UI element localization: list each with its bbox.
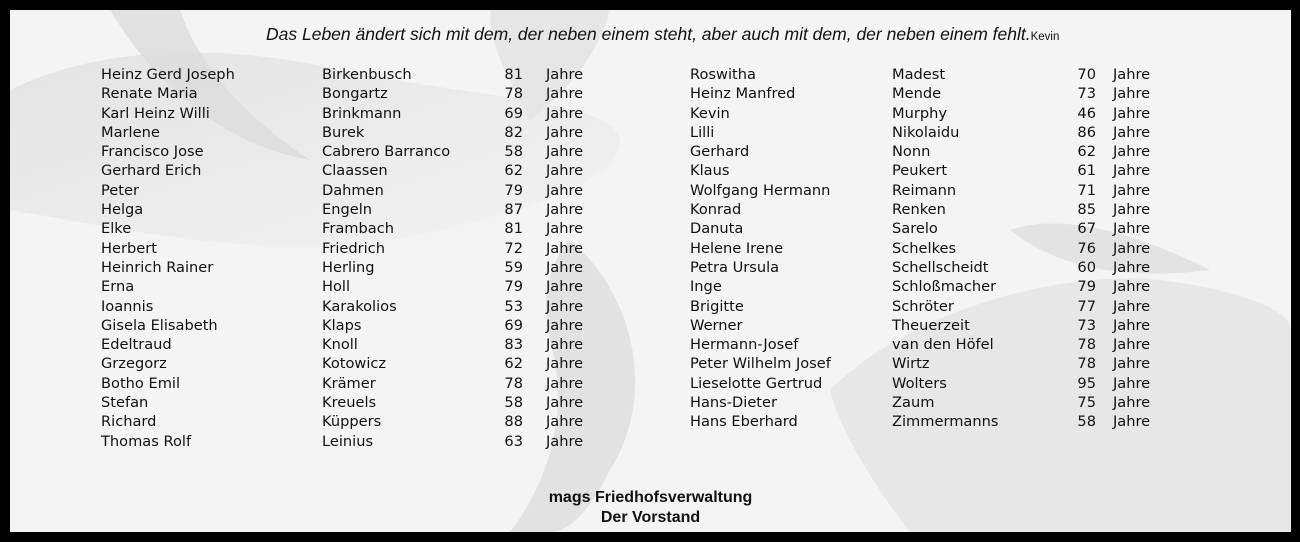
age-unit: Jahre [546,297,584,315]
last-name: Karakolios [322,297,397,315]
age-unit: Jahre [546,316,584,334]
last-name: Kreuels [322,394,377,412]
last-name: Wirtz [892,355,930,373]
first-name: Hans-Dieter [690,394,778,412]
age-value: 95 [1077,374,1096,392]
first-name: Heinz Manfred [690,85,796,103]
age-value: 59 [504,258,523,276]
age-unit: Jahre [546,85,584,103]
first-name: Stefan [101,394,149,412]
age-unit: Jahre [1113,336,1151,354]
age-value: 85 [1077,201,1096,219]
age-value: 58 [504,143,523,161]
age-value: 88 [504,413,523,431]
age-unit: Jahre [1113,66,1151,83]
last-name: Klaps [322,316,362,334]
last-name: Krämer [322,374,376,392]
age-value: 62 [1077,143,1096,161]
last-name: Kotowicz [322,355,387,373]
age-value: 77 [1077,297,1096,315]
age-unit: Jahre [546,374,584,392]
first-name: Elke [101,220,132,238]
last-name: Holl [322,278,351,296]
first-name: Francisco Jose [101,143,204,161]
last-name: Wolters [892,374,947,392]
signature-board: Der Vorstand [600,509,701,526]
age-unit: Jahre [1113,258,1151,276]
last-name: Küppers [322,413,382,431]
last-name: Dahmen [322,181,384,199]
age-unit: Jahre [546,413,584,431]
memorial-quote [266,24,1059,45]
age-unit: Jahre [1113,85,1151,103]
age-unit: Jahre [546,355,584,373]
last-name: Birkenbusch [322,66,412,83]
first-name: Brigitte [690,297,744,315]
age-value: 76 [1077,239,1096,257]
first-name: Ioannis [101,297,154,315]
last-name: Zaum [892,394,935,412]
age-value: 82 [504,123,523,141]
first-name: Herbert [101,239,157,257]
age-value: 67 [1077,220,1096,238]
last-name: Mende [892,85,942,103]
last-name: Zimmermanns [892,413,999,431]
age-unit: Jahre [546,143,584,161]
last-name: Peukert [892,162,948,180]
first-name: Peter [101,181,139,199]
last-name: Burek [322,123,365,141]
first-name: Thomas Rolf [101,432,192,450]
first-name: Helga [101,201,144,219]
first-name: Peter Wilhelm Josef [690,355,831,373]
age-value: 78 [504,85,523,103]
age-unit: Jahre [546,104,584,122]
age-unit: Jahre [546,239,584,257]
age-value: 60 [1077,258,1096,276]
first-name: Renate Maria [101,85,198,103]
age-value: 78 [1077,355,1096,373]
first-name: Danuta [690,220,744,238]
age-unit: Jahre [1113,181,1151,199]
age-value: 73 [1077,85,1096,103]
age-unit: Jahre [1113,278,1151,296]
age-value: 62 [504,355,523,373]
age-unit: Jahre [546,336,584,354]
first-name: Hermann-Josef [690,336,799,354]
last-name: Murphy [892,104,947,122]
age-unit: Jahre [546,181,584,199]
last-name: Claassen [322,162,388,180]
last-name: Engeln [322,201,373,219]
last-name: Frambach [322,220,394,238]
age-unit: Jahre [546,123,584,141]
age-value: 70 [1077,66,1096,83]
age-unit: Jahre [1113,355,1151,373]
age-value: 79 [504,181,523,199]
age-unit: Jahre [546,258,584,276]
first-name: Erna [101,278,135,296]
age-value: 79 [504,278,523,296]
first-name: Richard [101,413,157,431]
last-name: Schelkes [892,239,957,257]
age-unit: Jahre [546,432,584,450]
age-value: 86 [1077,123,1096,141]
first-name: Heinrich Rainer [101,258,214,276]
age-value: 75 [1077,394,1096,412]
age-value: 87 [504,201,523,219]
age-unit: Jahre [1113,297,1151,315]
age-unit: Jahre [546,201,584,219]
last-name: Bongartz [322,85,388,103]
first-name: Grzegorz [101,355,167,373]
first-name: Botho Emil [101,374,181,392]
signature-organization: mags Friedhofsverwaltung [548,489,753,506]
first-name: Konrad [690,201,742,219]
age-unit: Jahre [1113,394,1151,412]
first-name: Lilli [690,123,715,141]
age-unit: Jahre [1113,374,1151,392]
age-unit: Jahre [546,394,584,412]
last-name: Nikolaidu [892,123,960,141]
age-value: 63 [504,432,523,450]
last-name: Nonn [892,143,931,161]
age-unit: Jahre [1113,104,1151,122]
first-name: Kevin [690,104,730,122]
first-name: Heinz Gerd Joseph [101,66,235,83]
age-unit: Jahre [1113,123,1151,141]
age-unit: Jahre [1113,220,1151,238]
age-value: 69 [504,104,523,122]
age-value: 46 [1077,104,1096,122]
first-name: Gerhard Erich [101,162,202,180]
first-name: Gisela Elisabeth [101,316,218,334]
last-name: Friedrich [322,239,385,257]
obituary-card [10,10,1291,532]
last-name: Cabrero Barranco [322,143,451,161]
first-name: Edeltraud [101,336,172,354]
age-value: 62 [504,162,523,180]
age-value: 69 [504,316,523,334]
last-name: Schloßmacher [892,278,997,296]
age-unit: Jahre [1113,413,1151,431]
age-value: 71 [1077,181,1096,199]
age-value: 73 [1077,316,1096,334]
first-name: Karl Heinz Willi [101,104,210,122]
age-unit: Jahre [1113,316,1151,334]
age-value: 53 [504,297,523,315]
first-name: Helene Irene [690,239,784,257]
age-unit: Jahre [546,162,584,180]
last-name: Knoll [322,336,358,354]
age-value: 58 [504,394,523,412]
age-unit: Jahre [1113,201,1151,219]
age-unit: Jahre [546,278,584,296]
last-name: Leinius [322,432,374,450]
first-name: Lieselotte Gertrud [690,374,823,392]
last-name: van den Höfel [892,336,994,354]
age-value: 78 [1077,336,1096,354]
last-name: Herling [322,258,375,276]
age-value: 58 [1077,413,1096,431]
age-value: 81 [504,220,523,238]
quote-text: Das Leben ändert sich mit dem, der neben einem steht, aber auch mit dem, der neben einem fehlt. [266,24,1031,44]
age-value: 81 [504,66,523,83]
age-unit: Jahre [1113,239,1151,257]
age-value: 83 [504,336,523,354]
age-unit: Jahre [546,220,584,238]
last-name: Theuerzeit [892,316,970,334]
last-name: Brinkmann [322,104,402,122]
age-unit: Jahre [546,66,584,83]
last-name: Schellscheidt [892,258,989,276]
last-name: Sarelo [892,220,938,238]
age-unit: Jahre [1113,143,1151,161]
first-name: Inge [690,278,722,296]
first-name: Roswitha [690,66,756,83]
first-name: Marlene [101,123,160,141]
first-name: Wolfgang Hermann [690,181,831,199]
first-name: Hans Eberhard [690,413,798,431]
first-name: Werner [690,316,743,334]
age-value: 78 [504,374,523,392]
last-name: Madest [892,66,946,83]
age-value: 79 [1077,278,1096,296]
first-name: Klaus [690,162,730,180]
quote-author: Kevin [1030,31,1060,43]
last-name: Reimann [892,181,957,199]
first-name: Gerhard [690,143,750,161]
first-name: Petra Ursula [690,258,780,276]
last-name: Renken [892,201,946,219]
age-unit: Jahre [1113,162,1151,180]
age-value: 61 [1077,162,1096,180]
age-value: 72 [504,239,523,257]
last-name: Schröter [892,297,954,315]
